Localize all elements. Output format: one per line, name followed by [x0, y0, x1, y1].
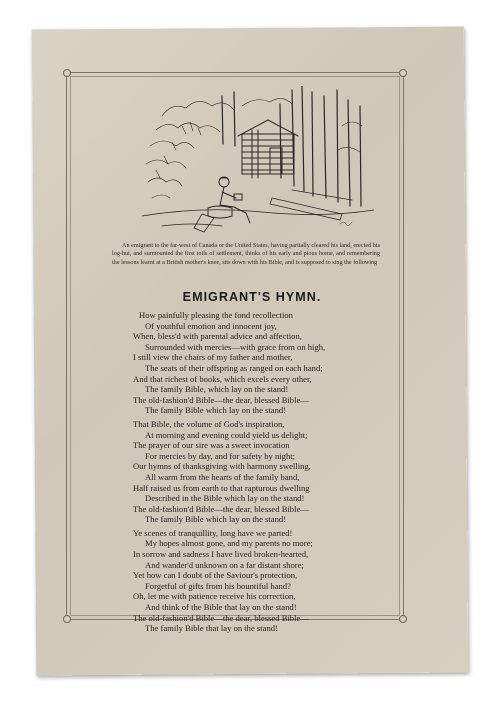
hymn-title: EMIGRANT'S HYMN. [182, 290, 322, 304]
verse-line: And think of the Bible that lay on the stand! [145, 602, 297, 613]
verse-line: In sorrow and sadness I have lived broken-hearted, [133, 549, 309, 560]
refrain-line: The family Bible that lay on the stand! [145, 623, 278, 634]
verse-line: And wander'd unknown on a far distant shore; [145, 559, 304, 570]
verse-line: For mercies by day, and for safety by night; [145, 450, 296, 461]
stanza [133, 310, 393, 416]
verse-line: I still view the chairs of my father and mother, [133, 352, 293, 363]
refrain-line: The family Bible which lay on the stand! [145, 405, 287, 416]
refrain-line: The family Bible which lay on the stand! [145, 514, 287, 525]
illustration-caption [112, 242, 380, 267]
corner-ornament-icon [63, 615, 71, 623]
verse-line: How painfully pleasing the fond recollection [139, 310, 293, 320]
verse-line: Oh, let me with patience receive his correction, [133, 591, 296, 602]
corner-ornament-icon [63, 69, 71, 77]
stanza [133, 528, 393, 634]
verse-line: The family Bible, which lay on the stand! [145, 384, 289, 395]
refrain-line: The old-fashion'd Bible—the dear, blessed Bible— [133, 612, 309, 623]
refrain-line: The old-fashion'd Bible—the dear, blessed Bible— [133, 394, 309, 405]
verse-line: The seats of their offspring as ranged on each hand; [145, 362, 323, 373]
verse-line: When, bless'd with parental advice and affection, [133, 331, 302, 342]
verse-line: At morning and evening could yield us delight; [145, 429, 308, 440]
verse-line: Of youthful emotion and innocent joy, [145, 320, 277, 331]
verse-line: Our hymns of thanksgiving with harmony swelling, [133, 461, 311, 472]
refrain-line: The old-fashion'd Bible—the dear, blessed Bible— [133, 503, 309, 514]
log-hut-engraving [142, 86, 374, 238]
caption-text: An emigrant to the far-west of Canada or the United States, having partially cleared his land, erected his log-hut, and surmounted the first toils of settlement, thinks of his early and pious home, and remembering the lessons learnt at a British mother's knee, sits down with his Bible, and is supposed to sing the following [112, 242, 380, 266]
corner-ornament-icon [399, 69, 407, 77]
verse-line: All warm from the hearts of the family band, [145, 471, 300, 482]
verse-line: And that richest of books, which excels every other, [133, 373, 312, 384]
verse-line: Ye scenes of tranquillity, long have we parted! [133, 527, 293, 538]
verse-line: My hopes almost gone, and my parents no more; [145, 538, 313, 549]
verse-line: The prayer of our sire was a sweet invocation [133, 440, 290, 451]
verse-line: Forgetful of gifts from his bountiful hand? [145, 580, 291, 591]
verse-line: Described in the Bible which lay on the stand! [145, 493, 305, 504]
verse-line: Surrounded with mercies—with grace from on high, [145, 341, 326, 352]
verse-line: Yet how can I doubt of the Saviour's protection, [133, 570, 298, 581]
corner-ornament-icon [399, 615, 407, 623]
verse-line: Half raised us from earth to that rapturous dwelling [133, 482, 310, 493]
verse-line: That Bible, the volume of God's inspiration, [133, 418, 285, 429]
hymn-text [133, 310, 393, 637]
stanza [133, 419, 393, 525]
